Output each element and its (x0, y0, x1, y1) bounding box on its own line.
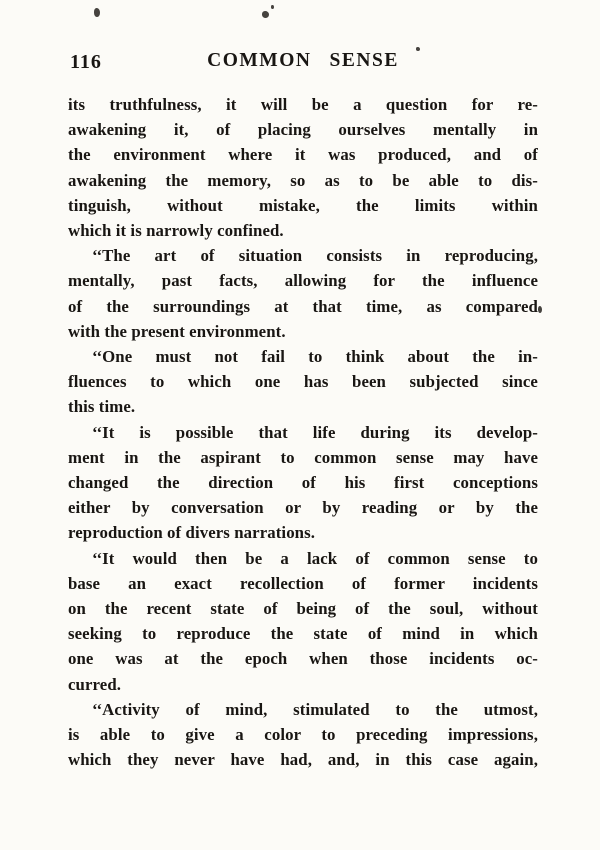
text-line: ‘‘It is possible that life during its develop- (92, 422, 538, 442)
page-header (68, 50, 538, 78)
text-line: awakening it, of placing ourselves mentally in (68, 120, 538, 140)
text-line: fluences to which one has been subjected since (68, 372, 538, 392)
text-line: one was at the epoch when those incidents oc- (68, 649, 538, 669)
scan-speck-icon (262, 11, 269, 18)
page-number: 116 (70, 51, 102, 73)
paragraph (68, 243, 538, 344)
text-line: of the surroundings at that time, as compared (68, 296, 538, 316)
text-line: this time. (68, 397, 136, 417)
text-line: curred. (68, 674, 122, 694)
text-line: the environment where it was produced, and of (68, 145, 538, 165)
scan-speck-icon (538, 306, 542, 313)
text-line: base an exact recollection of former incidents (68, 573, 538, 593)
text-line: either by conversation or by reading or by the (68, 498, 538, 518)
text-line: on the recent state of being of the soul, without (68, 599, 538, 619)
text-line: awakening the memory, so as to be able to dis- (68, 170, 538, 190)
scan-speck-icon (416, 47, 420, 51)
text-line: seeking to reproduce the state of mind in which (68, 624, 538, 644)
text-line: ‘‘The art of situation consists in reproducing, (92, 246, 538, 266)
running-title: COMMON SENSE (207, 50, 399, 71)
text-line: ‘‘One must not fail to think about the in- (92, 347, 538, 367)
paragraph (68, 546, 538, 697)
paragraph (68, 92, 538, 243)
text-line: reproduction of divers narrations. (68, 523, 316, 543)
text-line: is able to give a color to preceding impressions, (68, 725, 538, 745)
text-line: mentally, past facts, allowing for the influence (68, 271, 538, 291)
text-line: ‘‘Activity of mind, stimulated to the utmost, (92, 699, 538, 719)
scan-speck-icon (94, 8, 100, 17)
text-line: with the present environment. (68, 321, 286, 341)
paragraph (68, 697, 538, 773)
text-line: tinguish, without mistake, the limits within (68, 195, 538, 215)
text-line: its truthfulness, it will be a question for re- (68, 95, 538, 114)
text-line: ‘‘It would then be a lack of common sense to (92, 548, 538, 568)
text-line: ment in the aspirant to common sense may have (68, 447, 538, 467)
text-line: which they never have had, and, in this case again, (68, 750, 538, 770)
scan-speck-icon (271, 5, 274, 9)
paragraph (68, 344, 538, 420)
page-body (68, 92, 538, 772)
paragraph (68, 420, 538, 546)
text-line: which it is narrowly confined. (68, 221, 284, 241)
text-line: changed the direction of his first conceptions (68, 473, 538, 493)
